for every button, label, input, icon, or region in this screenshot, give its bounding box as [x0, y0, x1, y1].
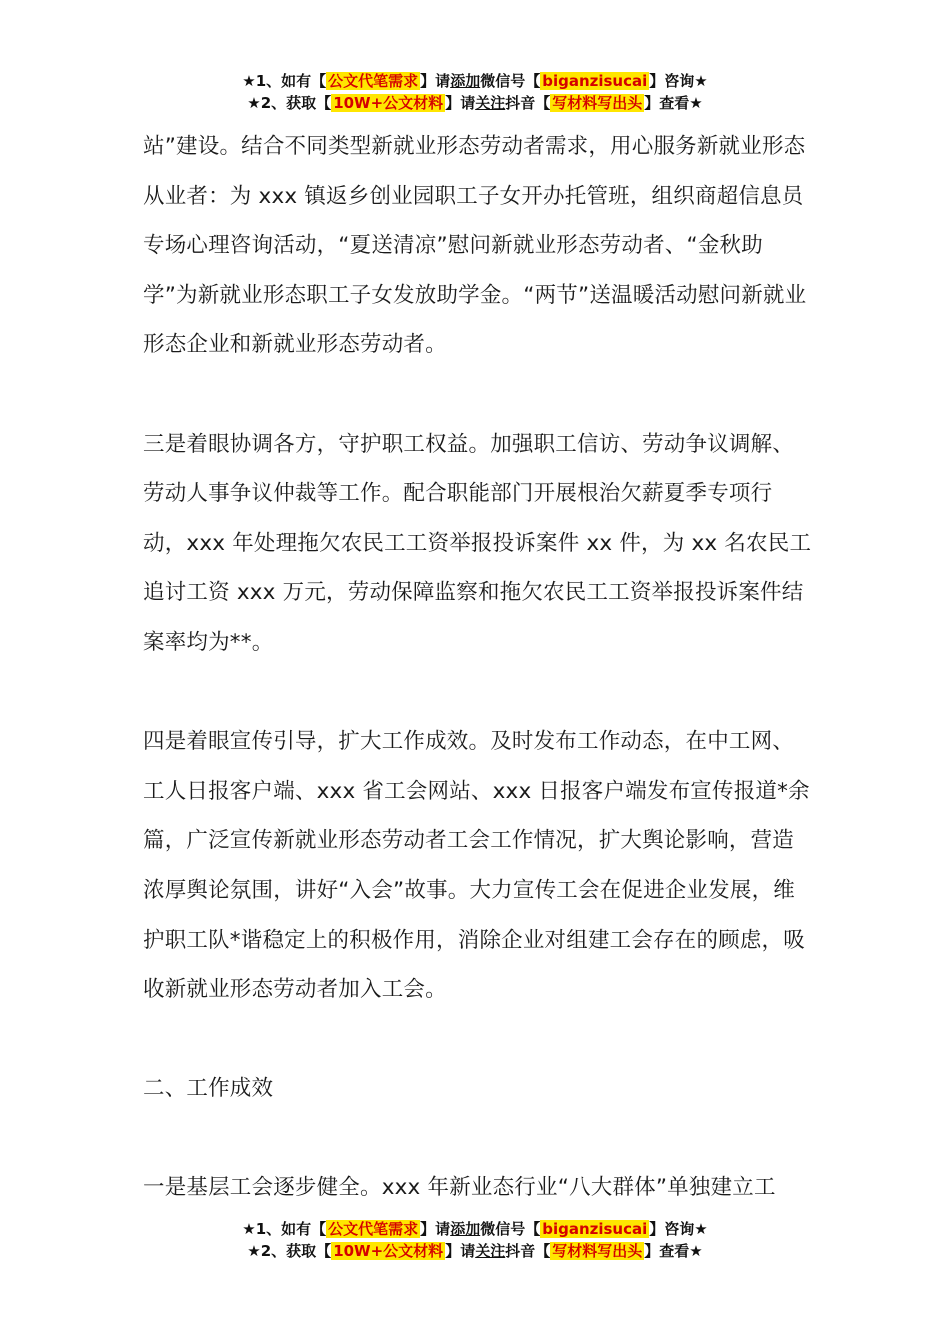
underline-add: 添加: [450, 72, 481, 90]
highlight-wechat-id: biganzisucai: [542, 72, 648, 90]
banner-line-1: ★1、如有【 公文代笔需求 】请添加微信号【 biganzisucai 】咨询★: [242, 72, 708, 90]
footer-highlight-douyin: 写材料写出头: [552, 1242, 643, 1260]
banner-line-2: ★2、获取【 10W+公文材料 】请关注抖音【 写材料写出头 】查看★: [247, 94, 703, 112]
footer-highlight-wechat-id: biganzisucai: [542, 1220, 648, 1238]
footer-highlight-materials: 10W+公文材料: [333, 1242, 444, 1260]
footer-underline-follow: 关注: [475, 1242, 506, 1260]
section-heading: 二、工作成效: [143, 1076, 274, 1102]
footer-underline-add: 添加: [450, 1220, 481, 1238]
footer-highlight-service: 公文代笔需求: [328, 1220, 419, 1238]
highlight-service: 公文代笔需求: [328, 72, 419, 90]
footer-line-1: ★1、如有【 公文代笔需求 】请添加微信号【 biganzisucai 】咨询★: [242, 1220, 708, 1238]
footer-line-2: ★2、获取【 10W+公文材料 】请关注抖音【 写材料写出头 】查看★: [247, 1242, 703, 1260]
header-banner: [0, 70, 950, 114]
highlight-douyin: 写材料写出头: [552, 94, 643, 112]
paragraph-4: 一是基层工会逐步健全。xxx 年新业态行业“八大群体”单独建立工: [143, 1175, 776, 1201]
paragraph-3: 四是着眼宣传引导，扩大工作成效。及时发布工作动态，在中工网、工人日报客户端、xxx 省工会网站、xxx 日报客户端发布宣传报道*余篇，广泛宣传新就业形态劳动者工会工作情况，扩大舆论影响，营造浓厚舆论氛围，讲好“入会”故事。大力宣传工会在促进企业发展，维护职工队*谐稳定上的积极作用，消除企业对组建工会存在的顾虑，吸收新就业形态劳动者加入工会。: [143, 729, 810, 1003]
paragraph-1: 站”建设。结合不同类型新就业形态劳动者需求，用心服务新就业形态从业者：为 xxx 镇返乡创业园职工子女开办托管班，组织商超信息员专场心理咨询活动，“夏送清凉”慰问新就业形态劳动者、“金秋助学”为新就业形态职工子女发放助学金。“两节”送温暖活动慰问新就业形态企业和新就业形态劳动者。: [143, 134, 807, 358]
highlight-materials: 10W+公文材料: [333, 94, 444, 112]
paragraph-2: 三是着眼协调各方，守护职工权益。加强职工信访、劳动争议调解、劳动人事争议仲裁等工作。配合职能部门开展根治欠薪夏季专项行动，xxx 年处理拖欠农民工工资举报投诉案件 xx 件，为 xx 名农民工追讨工资 xxx 万元，劳动保障监察和拖欠农民工工资举报投诉案件结案率均为**。: [143, 431, 812, 655]
document-body: [143, 122, 815, 1213]
underline-follow: 关注: [475, 94, 506, 112]
footer-banner: [0, 1218, 950, 1262]
